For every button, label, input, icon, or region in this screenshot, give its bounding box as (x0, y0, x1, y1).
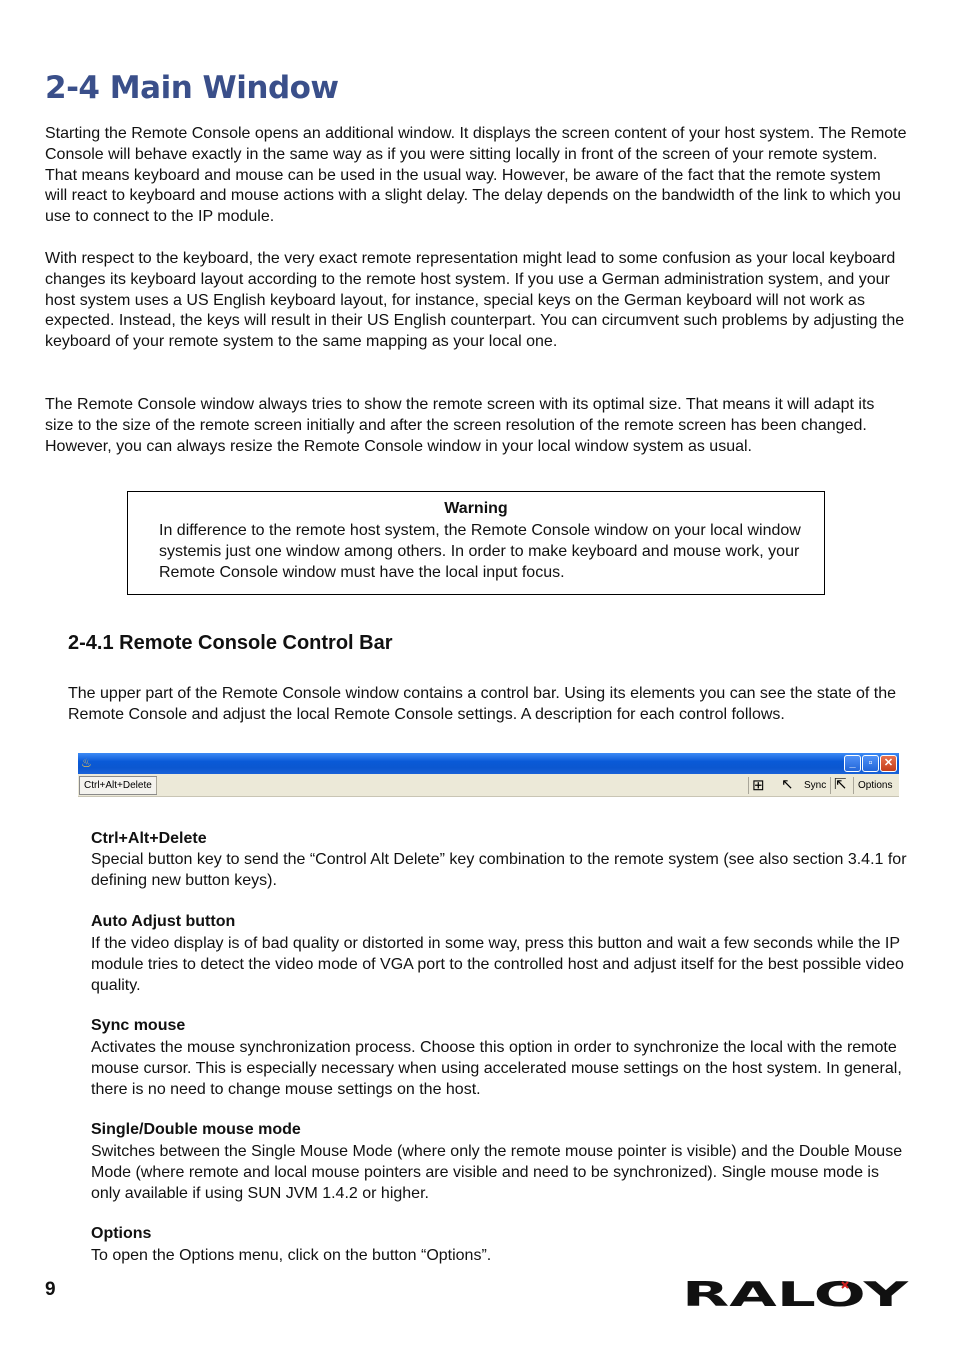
page-number: 9 (45, 1279, 56, 1300)
warning-title: Warning (444, 500, 508, 517)
sync-mouse-button[interactable]: Sync (804, 780, 827, 791)
item-title-sync-mouse: Sync mouse (91, 1017, 186, 1034)
window-titlebar (78, 753, 899, 774)
item-title-ctrl-alt-delete: Ctrl+Alt+Delete (91, 830, 207, 847)
section-intro: The upper part of the Remote Console window contains a control bar. Using its elements you can see the state of the Remote Console and adjust the local Remote Console settings. A description for each control follows. (68, 685, 897, 723)
maximize-button[interactable]: ▫ (862, 755, 879, 772)
item-title-auto-adjust: Auto Adjust button (91, 913, 236, 930)
toolbar-separator (853, 777, 854, 794)
close-button[interactable]: ✕ (880, 755, 897, 772)
java-icon: ♨ (81, 756, 92, 770)
options-button[interactable]: Options (858, 780, 893, 791)
warning-box (127, 491, 825, 595)
paragraph-intro: Starting the Remote Console opens an additional window. It displays the screen content of your host system. The Remote Console will behave exactly in the same way as if you were sitting locally in front of the screen of your remote system. That means keyboard and mouse can be used in the usual way. However, be aware of the fact that the remote system will react to keyboard and mouse actions with a slight delay. The delay depends on the bandwidth of the link to which you use to connect to the IP module. (45, 125, 907, 226)
item-text-options: To open the Options menu, click on the button “Options”. (91, 1247, 492, 1264)
item-text-sync-mouse: Activates the mouse synchronization process. Choose this option in order to synchronize the local with the remote mouse cursor. This is especially necessary when using accelerated mouse settings on the host system. In general, there is no need to change mouse settings on the host. (91, 1039, 902, 1098)
control-bar-screenshot (78, 753, 899, 797)
toolbar-separator (830, 777, 831, 794)
section-heading: 2-4.1 Remote Console Control Bar (68, 632, 393, 654)
ctrl-alt-delete-button[interactable]: Ctrl+Alt+Delete (79, 776, 157, 795)
warning-text: In difference to the remote host system, the Remote Console window on your local window systemis just one window among others. In order to make keyboard and mouse work, your Remote Console window must have the local input focus. (159, 522, 801, 581)
paragraph-window-size: The Remote Console window always tries to show the remote screen with its optimal size. That means it will adapt its size to the size of the remote screen initially and after the screen resolution of the remote screen has been changed. However, you can always resize the Remote Console window in your local window system as usual. (45, 396, 875, 455)
raloy-logo (682, 1276, 910, 1310)
page-title: 2-4 Main Window (45, 70, 339, 106)
auto-adjust-icon[interactable]: ⊞ (752, 777, 765, 794)
toolbar-separator (156, 777, 157, 794)
paragraph-keyboard: With respect to the keyboard, the very exact remote representation might lead to some confusion as your local keyboard changes its keyboard layout according to the remote host system. If you use a German administration system, and your host system uses a US English keyboard layout, for instance, special keys on the German keyboard will not work as expected. Instead, the keys will result in their US English counterpart. You can circumvent such problems by adjusting the keyboard of your remote system to the same mapping as your local one. (45, 250, 905, 351)
item-title-options: Options (91, 1225, 152, 1242)
control-toolbar (78, 774, 899, 797)
item-text-mouse-mode: Switches between the Single Mouse Mode (where only the remote mouse pointer is visible) and the Double Mouse Mode (where remote and local mouse pointers are visible and need to be synchronized). Single mouse mode is only available if using SUN JVM 1.4.2 or higher. (91, 1143, 903, 1202)
item-title-mouse-mode: Single/Double mouse mode (91, 1121, 301, 1138)
toolbar-separator (748, 777, 749, 794)
item-text-auto-adjust: If the video display is of bad quality or distorted in some way, press this button and wait a few seconds while the IP module tries to detect the video mode of VGA port to the controlled host and adjust itself for the best possible video quality. (91, 935, 904, 994)
item-text-ctrl-alt-delete: Special button key to send the “Control Alt Delete” key combination to the remote system (see also section 3.4.1 for defining new button keys). (91, 851, 907, 889)
logo-text: RALOY (682, 1276, 909, 1310)
single-double-mouse-icon[interactable]: ⇱ (834, 776, 847, 793)
mouse-pointer-icon: ↖ (781, 776, 794, 793)
minimize-button[interactable]: _ (844, 755, 861, 772)
